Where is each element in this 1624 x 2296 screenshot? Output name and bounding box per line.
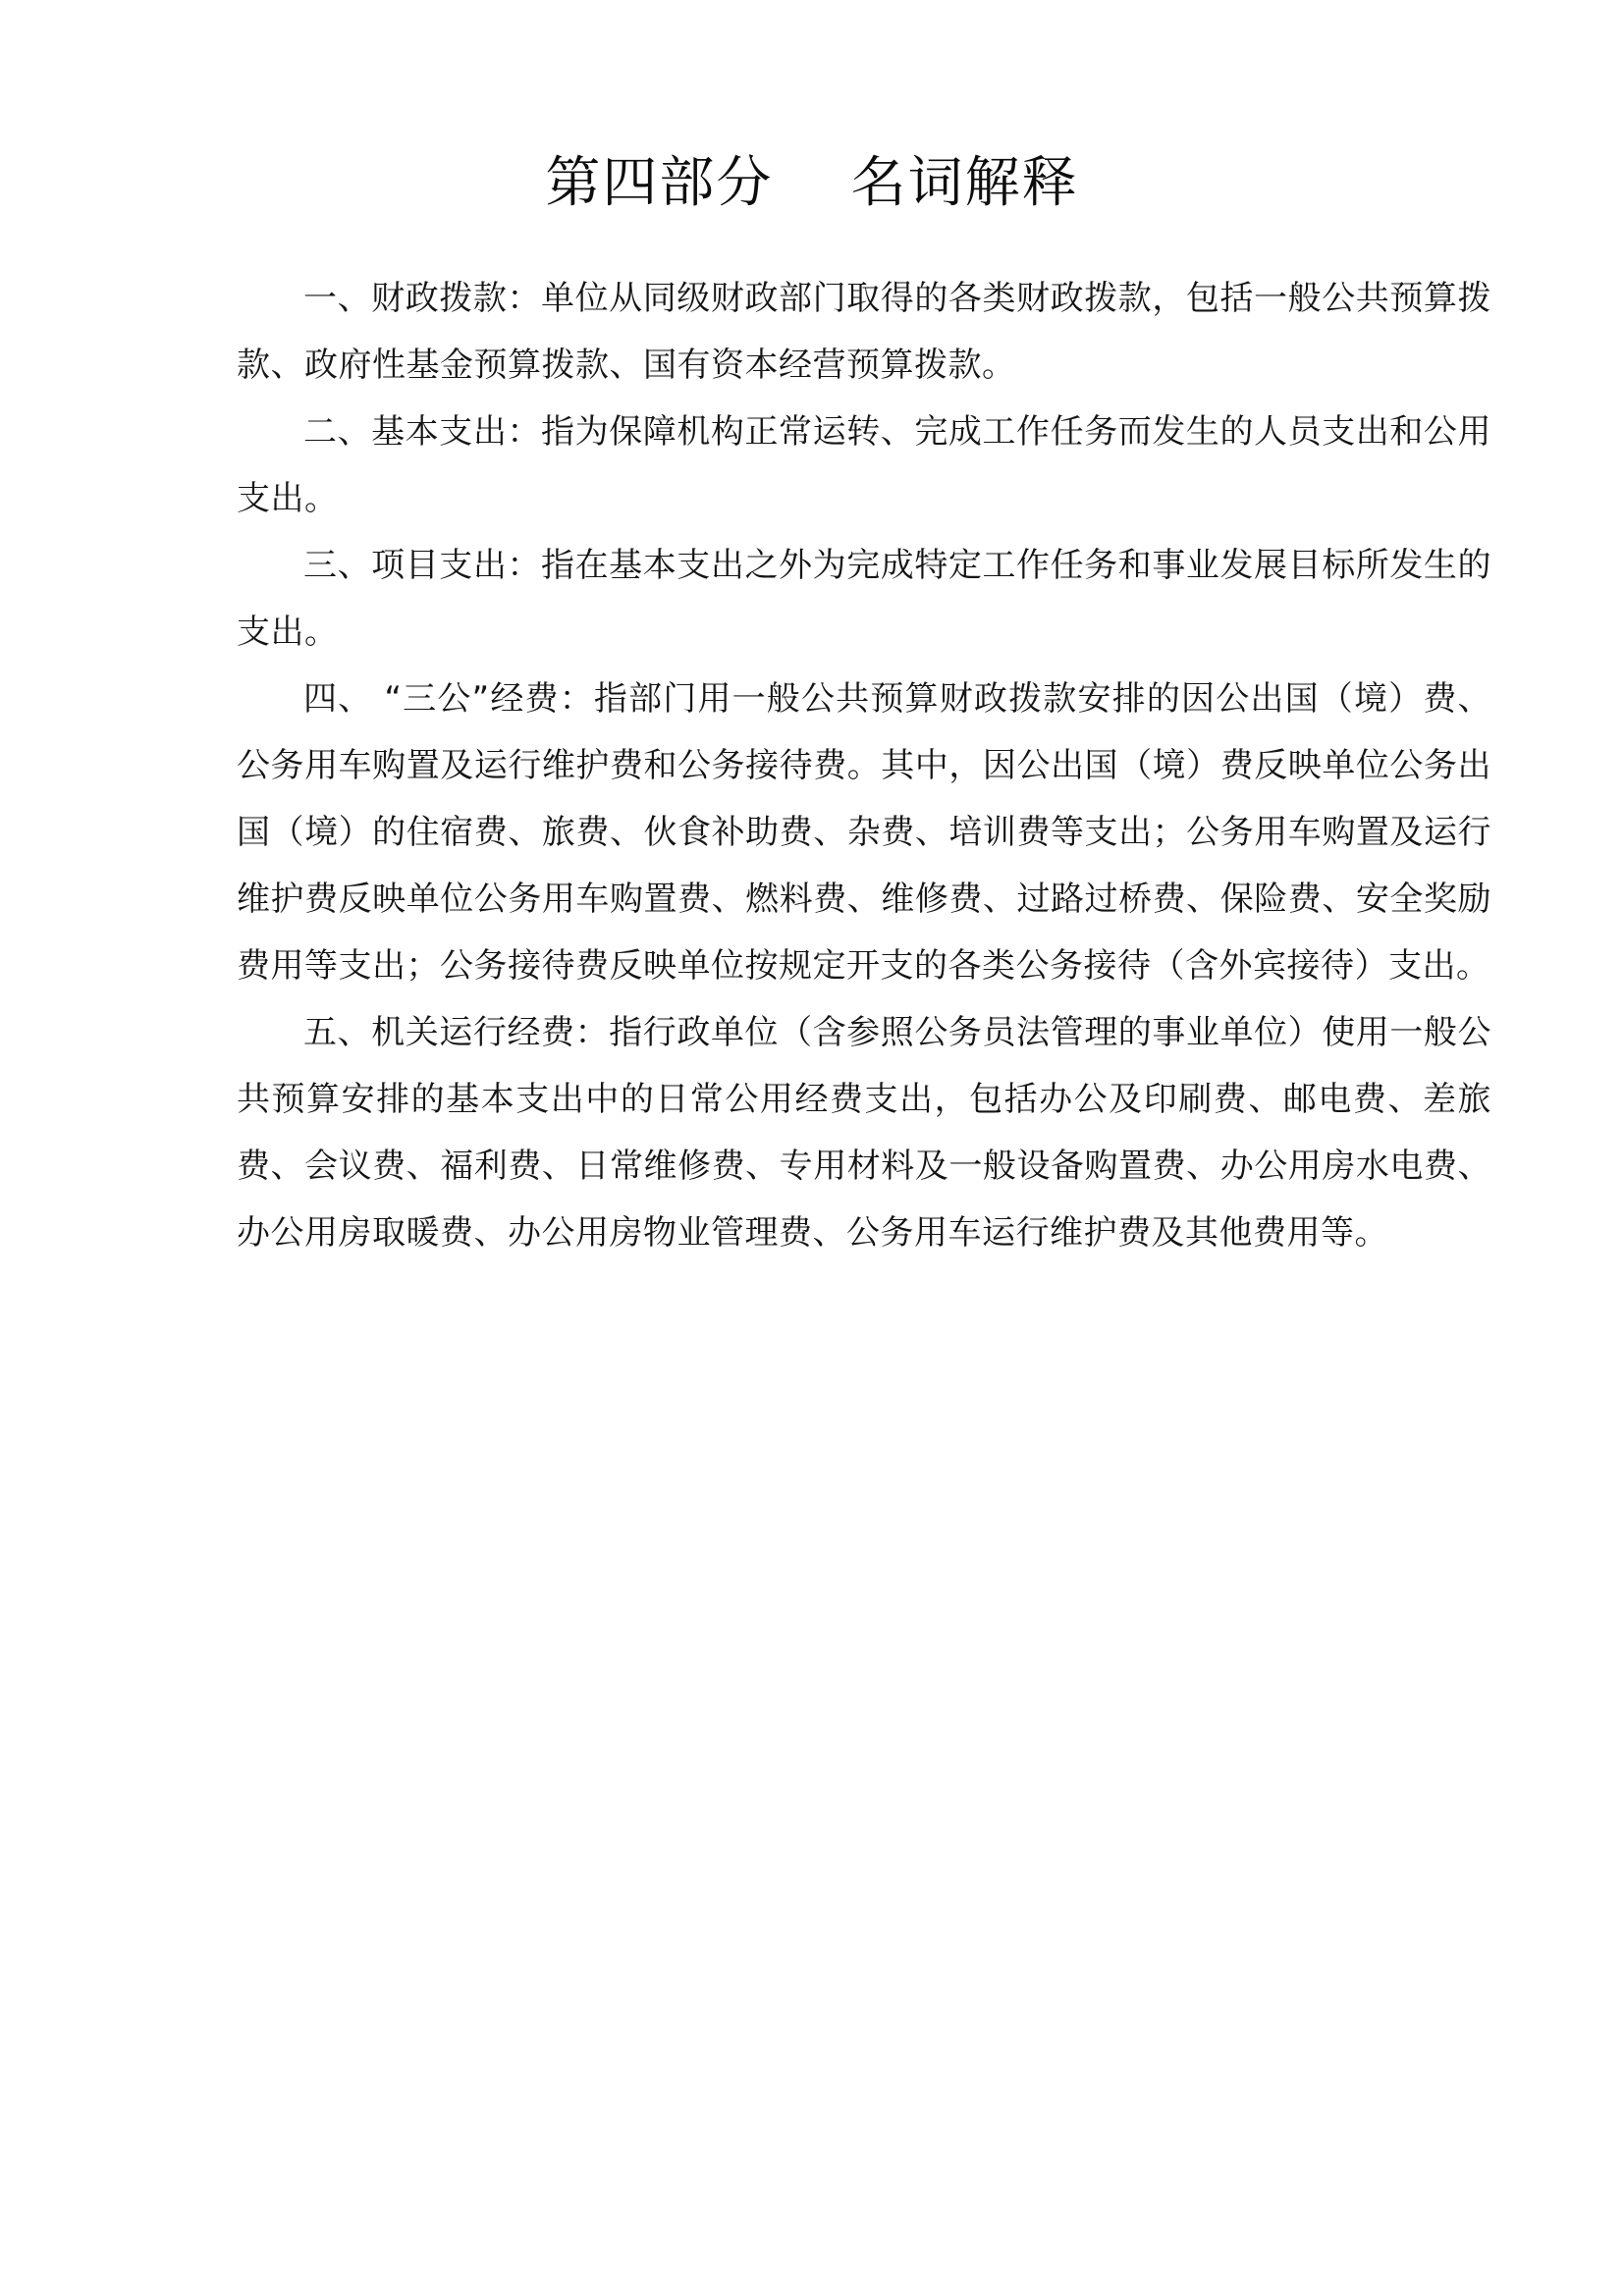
definition-text: 指在基本支出之外为完成特定工作任务和事业发展目标所发生的支出。 [237, 546, 1491, 652]
definition-text: 指为保障机构正常运转、完成工作任务而发生的人员支出和公用支出。 [237, 412, 1491, 518]
definition-paragraph-fiscal-appropriation [237, 265, 1491, 399]
definition-paragraph-basic-expenditure [237, 399, 1491, 532]
page-title: 第四部分 名词解释 [545, 151, 1079, 215]
definitions-body [237, 265, 1491, 1266]
definition-term: 五、机关运行经费： [303, 1013, 610, 1052]
definition-text: 指行政单位（含参照公务员法管理的事业单位）使用一般公共预算安排的基本支出中的日常公用经费支出，包括办公及印刷费、邮电费、差旅费、会议费、福利费、日常维修费、专用材料及一般设备购置费、办公用房水电费、办公用房取暖费、办公用房物业管理费、公务用车运行维护费及其他费用等。 [237, 1013, 1492, 1253]
definition-text: 单位从同级财政部门取得的各类财政拨款，包括一般公共预算拨款、政府性基金预算拨款、国有资本经营预算拨款。 [237, 279, 1491, 385]
definition-paragraph-three-public-expenses [237, 666, 1491, 999]
definition-term: 一、财政拨款： [303, 279, 542, 318]
definition-text: 指部门用一般公共预算财政拨款安排的因公出国（境）费、公务用车购置及运行维护费和公务接待费。其中，因公出国（境）费反映单位公务出国（境）的住宿费、旅费、伙食补助费、杂费、培训费等支出；公务用车购置及运行维护费反映单位公务用车购置费、燃料费、维修费、过路过桥费、保险费、安全奖励费用等支出；公务接待费反映单位按规定开支的各类公务接待（含外宾接待）支出。 [237, 679, 1491, 986]
definition-paragraph-agency-operating-expenses [237, 999, 1491, 1266]
definition-term: 四、 “三公”经费： [303, 679, 594, 719]
definition-term: 二、基本支出： [303, 412, 542, 452]
definition-term: 三、项目支出： [303, 546, 542, 585]
definition-paragraph-project-expenditure [237, 532, 1491, 666]
